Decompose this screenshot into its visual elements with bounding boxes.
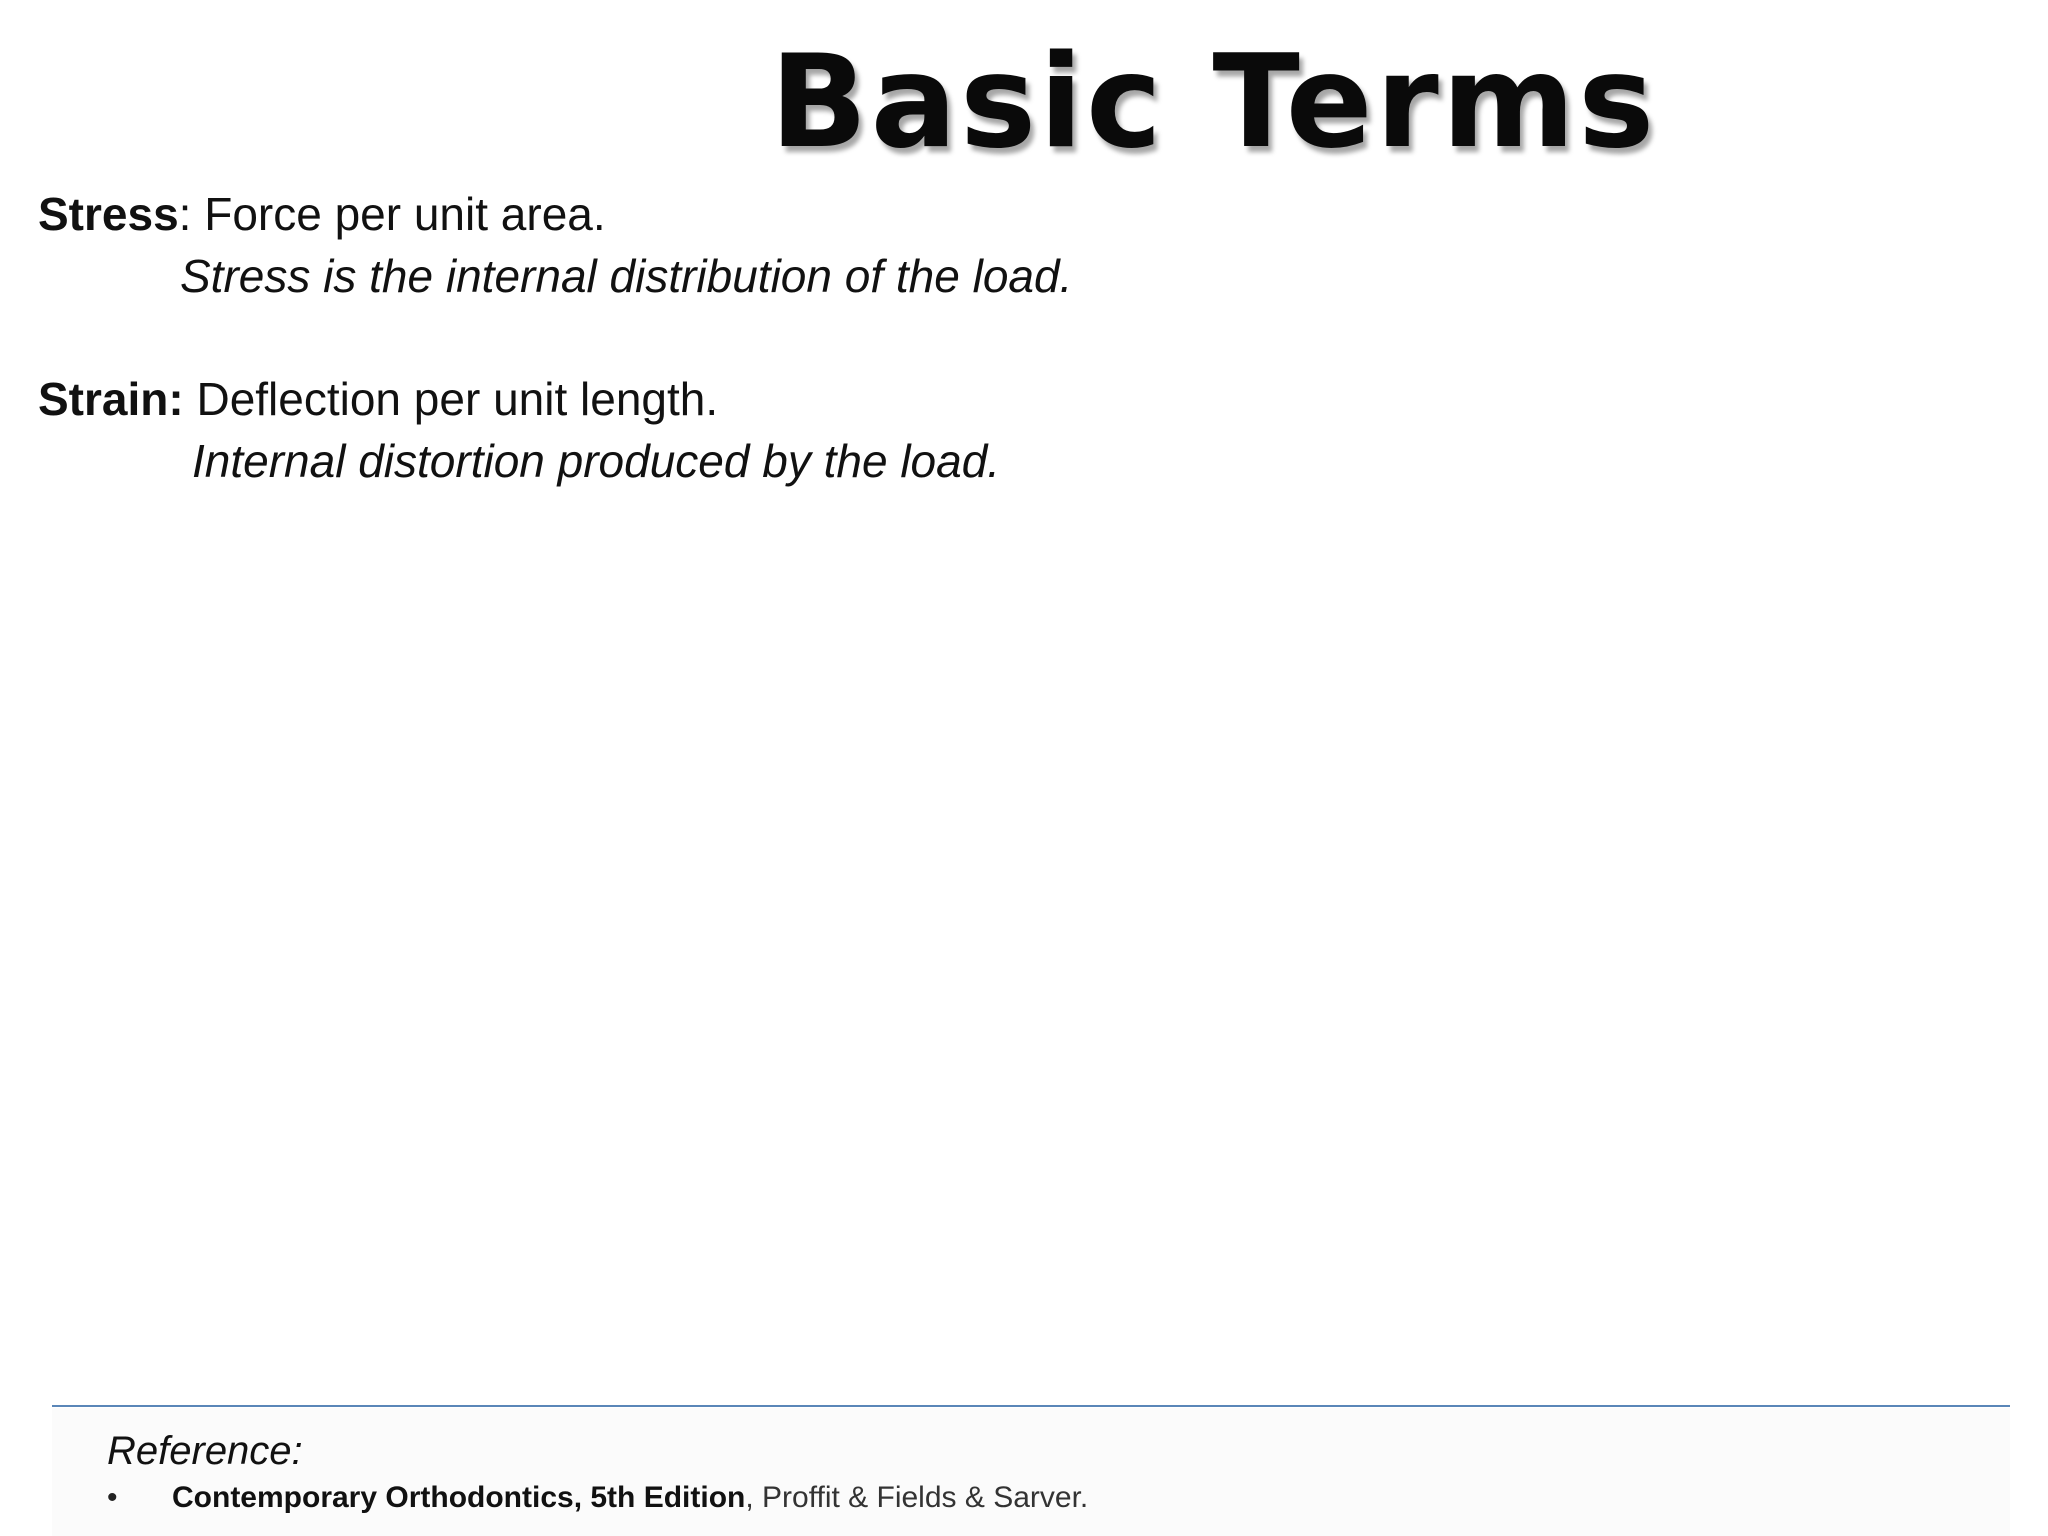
term-stress (38, 183, 1072, 307)
reference-footer (52, 1408, 2010, 1536)
term-stress-description: Stress is the internal distribution of the load. (180, 250, 1073, 302)
term-stress-name: Stress (38, 188, 179, 240)
reference-authors: , Proffit & Fields & Sarver. (745, 1481, 1089, 1514)
term-stress-definition: Force per unit area. (191, 188, 606, 240)
reference-item (107, 1478, 1088, 1518)
term-strain-description: Internal distortion produced by the load. (192, 435, 1001, 487)
slide-title: Basic Terms (770, 28, 1658, 177)
footer-divider (52, 1405, 2010, 1407)
term-strain-name: Strain: (38, 373, 184, 425)
bullet-icon: • (107, 1481, 118, 1514)
term-strain (38, 368, 1000, 492)
term-stress-separator: : (178, 188, 192, 240)
term-strain-line (38, 368, 1000, 430)
term-stress-line (38, 183, 1072, 245)
reference-label: Reference: (107, 1429, 303, 1473)
term-strain-definition: Deflection per unit length. (183, 373, 719, 425)
reference-book-title: Contemporary Orthodontics, 5th Edition (172, 1481, 746, 1514)
